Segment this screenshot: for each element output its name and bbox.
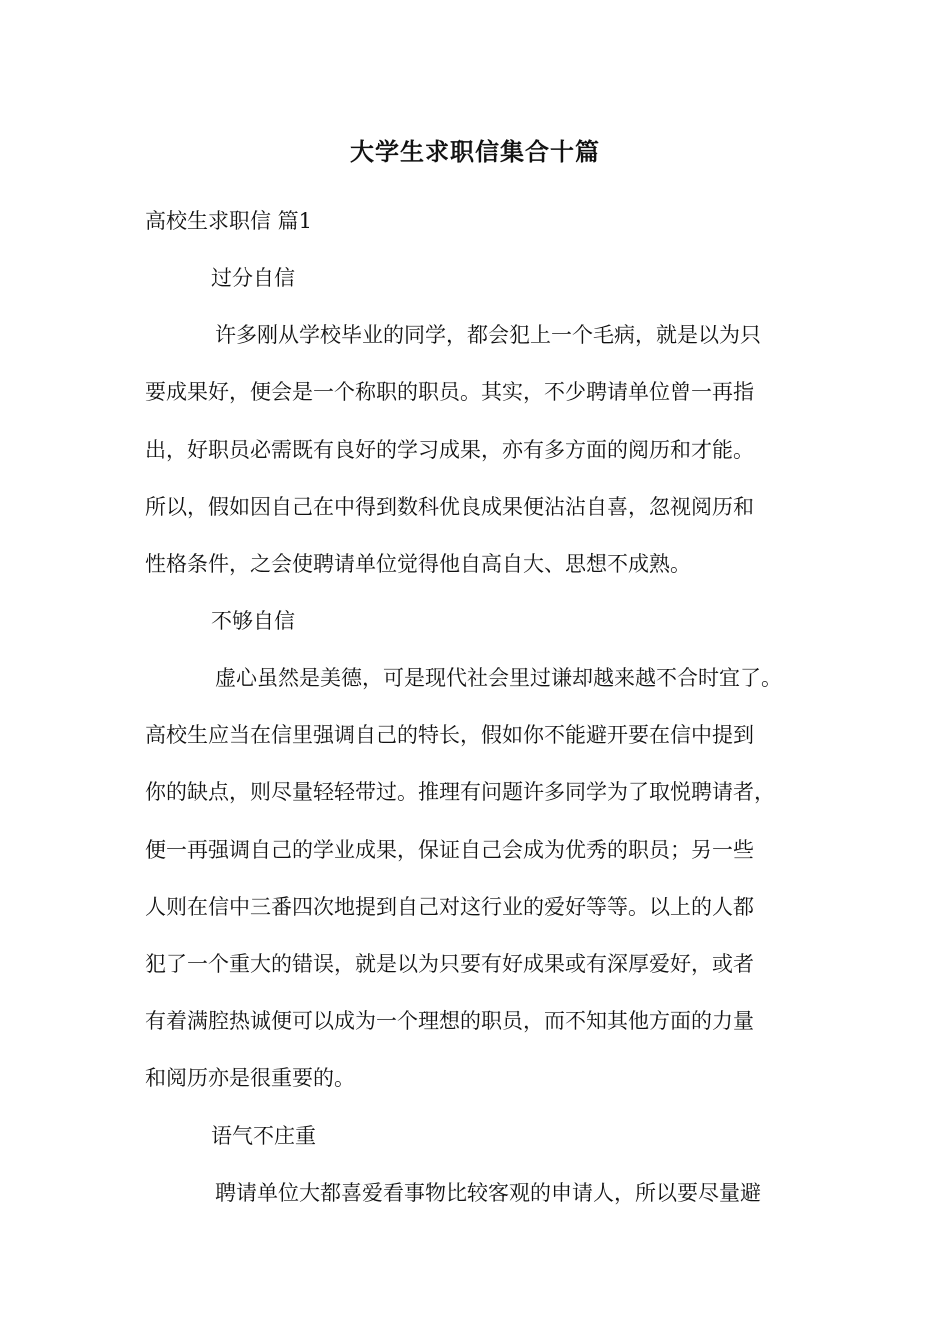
paragraph-line: 你的缺点，则尽量轻轻带过。推理有问题许多同学为了取悦聘请者， xyxy=(145,780,775,804)
paragraph-line: 人则在信中三番四次地提到自己对这行业的爱好等等。以上的人都 xyxy=(145,895,754,919)
document-title: 大学生求职信集合十篇 xyxy=(350,137,600,166)
section-heading: 高校生求职信 篇1 xyxy=(145,209,313,233)
paragraph-line: 有着满腔热诚便可以成为一个理想的职员，而不知其他方面的力量 xyxy=(145,1009,754,1033)
paragraph-line: 虚心虽然是美德，可是现代社会里过谦却越来越不合时宜了。 xyxy=(215,666,782,690)
paragraph-line: 和阅历亦是很重要的。 xyxy=(145,1066,355,1090)
subheading-tone: 语气不庄重 xyxy=(211,1124,316,1148)
paragraph-line: 要成果好，便会是一个称职的职员。其实，不少聘请单位曾一再指 xyxy=(145,380,754,404)
paragraph-line: 出，好职员必需既有良好的学习成果，亦有多方面的阅历和才能。 xyxy=(145,438,754,462)
paragraph-line: 聘请单位大都喜爱看事物比较客观的申请人，所以要尽量避 xyxy=(215,1181,761,1205)
paragraph-line: 所以，假如因自己在中得到数科优良成果便沾沾自喜，忽视阅历和 xyxy=(145,495,754,519)
subheading-overconfidence: 过分自信 xyxy=(211,266,295,290)
subheading-lack-of-confidence: 不够自信 xyxy=(211,609,295,633)
paragraph-line: 性格条件，之会使聘请单位觉得他自高自大、思想不成熟。 xyxy=(145,552,691,576)
paragraph-line: 便一再强调自己的学业成果，保证自己会成为优秀的职员；另一些 xyxy=(145,838,754,862)
paragraph-line: 高校生应当在信里强调自己的特长，假如你不能避开要在信中提到 xyxy=(145,723,754,747)
paragraph-line: 犯了一个重大的错误，就是以为只要有好成果或有深厚爱好，或者 xyxy=(145,952,754,976)
paragraph-line: 许多刚从学校毕业的同学，都会犯上一个毛病，就是以为只 xyxy=(215,323,761,347)
